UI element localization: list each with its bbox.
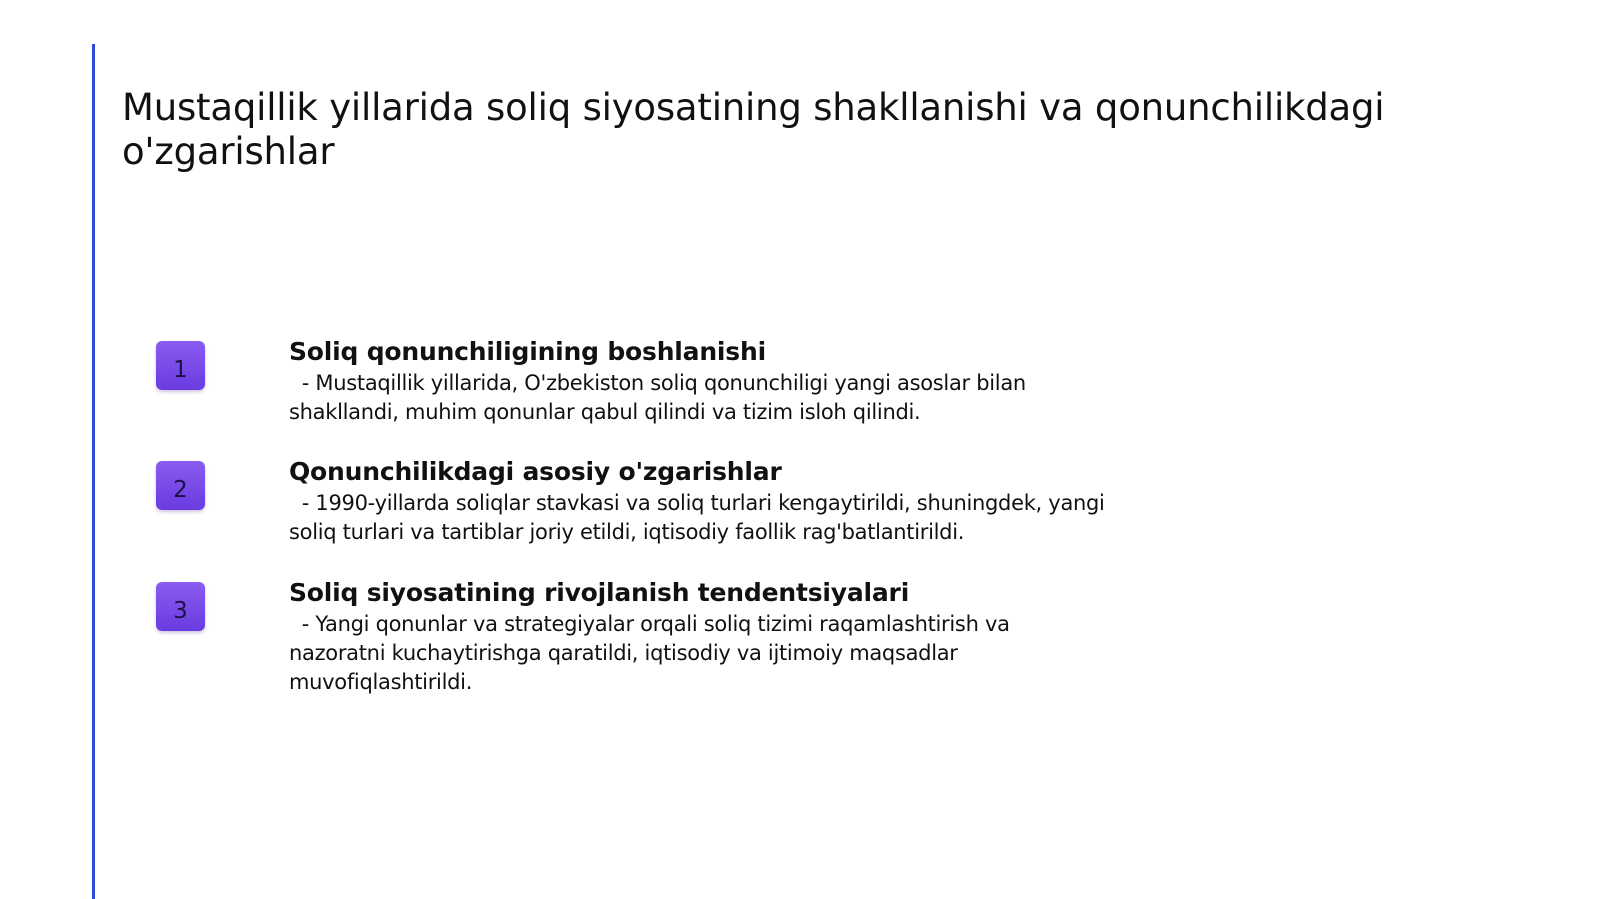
step-heading: Qonunchilikdagi asosiy o'zgarishlar: [289, 457, 782, 486]
step-number-badge: [156, 582, 205, 631]
step-number-badge: [156, 341, 205, 390]
step-description: - 1990-yillarda soliqlar stavkasi va soliq turlari kengaytirildi, shuningdek, yangi soliq turlari va tartiblar joriy etildi, iqtisodiy faollik rag'batlantirildi.: [289, 491, 1111, 544]
step-heading: Soliq qonunchiligining boshlanishi: [289, 337, 766, 366]
step-number: 3: [173, 597, 188, 624]
step-text: [289, 455, 1109, 547]
step-number-badge: [156, 461, 205, 510]
accent-rule: [92, 44, 95, 899]
step-number: 1: [173, 356, 188, 383]
slide-title: Mustaqillik yillarida soliq siyosatining shakllanishi va qonunchilikdagi o'zgarishlar: [122, 86, 1385, 173]
step-description: - Mustaqillik yillarida, O'zbekiston soliq qonunchiligi yangi asoslar bilan shakllandi, muhim qonunlar qabul qilindi va tizim isloh qilindi.: [289, 371, 1033, 424]
step-text: [289, 335, 1109, 427]
step-description: - Yangi qonunlar va strategiyalar orqali soliq tizimi raqamlashtirish va nazoratni kuchaytirishga qaratildi, iqtisodiy va ijtimoiy maqsadlar muvofiqlashtirildi.: [289, 612, 1017, 694]
step-number: 2: [173, 476, 188, 503]
step-heading: Soliq siyosatining rivojlanish tendentsiyalari: [289, 578, 910, 607]
step-text: [289, 576, 1109, 697]
